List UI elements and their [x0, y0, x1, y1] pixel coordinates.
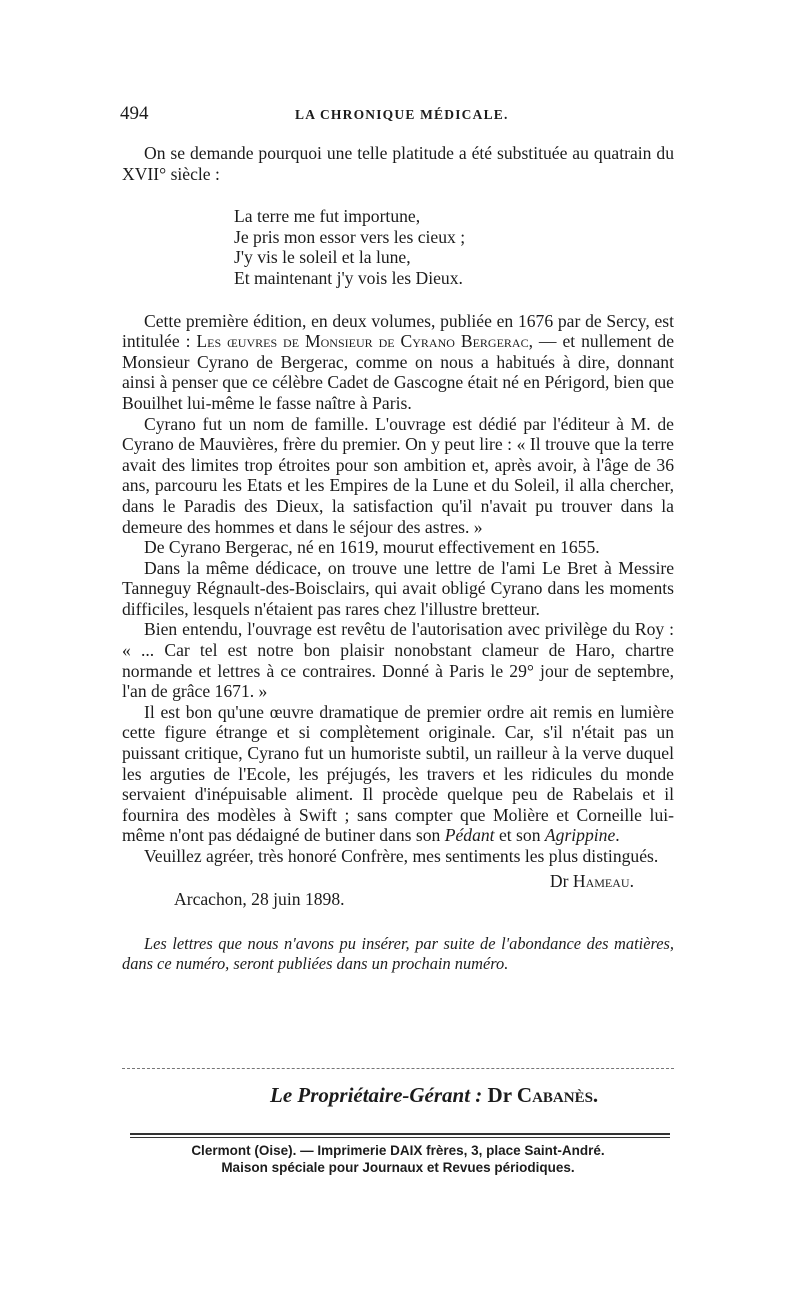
verse-line: La terre me fut importune, — [234, 206, 421, 227]
closing-salutation: Veuillez agréer, très honoré Confrère, mes sentiments les plus distingués. — [144, 846, 659, 866]
book-title: Les œuvres de Monsieur de Cyrano Bergerac — [196, 331, 529, 352]
signature-name: Hameau. — [572, 870, 634, 891]
paragraph-family-name: Cyrano fut un nom de famille. L'ouvrage est dédié par l'éditeur à M. de Cyrano de Mauvières, frère du premier. On y peut lire : « Il trouve que la terre avait des limites trop étroites pour son ambition et, après avoir, à l'âge de 36 ans, parcouru les Etats et les Empires de la Lune et du Soleil, il alla chercher, dans le Paradis des Dieux, la satisfaction qu'il n'avait pu trouver dans la demeure des hommes et dans le séjour des astres. » — [122, 413, 674, 537]
manager-name: Cabanès. — [516, 1083, 599, 1107]
paragraph-dedication: Dans la même dédicace, on trouve une lettre de l'ami Le Bret à Messire Tanneguy Régnault-des-Boisclairs, qui avait obligé Cyrano dans les moments difficiles, lesquels n'étaient pas rares chez l'illustre bretteur. — [122, 557, 674, 619]
paragraph-text: Il est bon qu'une œuvre dramatique de premier ordre ait remis en lumière cette figure étrange et si complètement originale. Car, s'il n'était pas un puissant critique, Cyrano fut un humoriste subtil, un railleur à la verve duquel les arguties de l'Ecole, les préjugés, les travers et les ridicules du monde servaient d'inépuisable aliment. Il procède quelque peu de Rabelais et il fournira des modèles à Swift ; sans compter que Molière et Corneille lui-même n'ont pas dédaigné de butiner dans son — [122, 701, 674, 846]
paragraph-text: , — et nullement de Monsieur Cyrano de Bergerac, comme on nous a habitués à dire, donnant ainsi à penser que ce célèbre Cadet de Gascogne était né en Périgord, bien que Bouilhet lui-même le fasse naître à Paris. — [122, 331, 674, 413]
paragraph-dates: De Cyrano Bergerac, né en 1619, mourut effectivement en 1655. — [144, 537, 600, 558]
paragraph-first-edition — [122, 311, 674, 414]
manager-title: Dr — [487, 1083, 512, 1107]
running-title: LA CHRONIQUE MÉDICALE. — [295, 107, 509, 122]
divider-thin — [130, 1137, 670, 1138]
article-body — [122, 143, 674, 974]
place-date: Arcachon, 28 juin 1898. — [174, 889, 345, 910]
paragraph-privilege: Bien entendu, l'ouvrage est revêtu de l'autorisation avec privilège du Roy : « ... Car tel est notre bon plaisir nonobstant clameur de Haro, chartre normande et lettres à ce contraires. Donné à Paris le 29° jour de septembre, l'an de grâce 1671. » — [122, 619, 674, 702]
paragraph-text: et son — [494, 825, 545, 846]
printer-imprint — [122, 1142, 674, 1176]
intro-paragraph: On se demande pourquoi une telle platitude a été substituée au quatrain du XVII° siècle : — [122, 143, 674, 184]
signature-title: Dr — [549, 870, 569, 891]
divider-thick — [130, 1133, 670, 1135]
page-header — [120, 103, 680, 125]
verse-line: J'y vis le soleil et la lune, — [234, 247, 411, 268]
verse-line: Je pris mon essor vers les cieux ; — [234, 226, 466, 247]
editorial-notice: Les lettres que nous n'avons pu insérer, par suite de l'abondance des matières, dans ce numéro, seront publiées dans un prochain numéro. — [122, 933, 674, 973]
signature — [122, 871, 674, 892]
work-title: Agrippine — [544, 825, 616, 846]
manager-line — [270, 1083, 598, 1108]
work-title: Pédant — [444, 825, 495, 846]
paragraph-humorist — [122, 702, 674, 846]
paragraph-text: Cette première édition, en deux volumes, publiée en 1676 par de Sercy, est intitulée : — [122, 310, 674, 352]
quatrain — [234, 206, 674, 288]
page-number: 494 — [120, 103, 149, 124]
imprint-line: Maison spéciale pour Journaux et Revues périodiques. — [221, 1160, 575, 1175]
verse-line: Et maintenant j'y vois les Dieux. — [234, 267, 463, 288]
imprint-line: Clermont (Oise). — Imprimerie DAIX frères, 3, place Saint-André. — [191, 1143, 605, 1158]
divider — [122, 1068, 674, 1069]
manager-role: Le Propriétaire-Gérant : — [270, 1083, 483, 1107]
paragraph-text: . — [615, 825, 620, 846]
